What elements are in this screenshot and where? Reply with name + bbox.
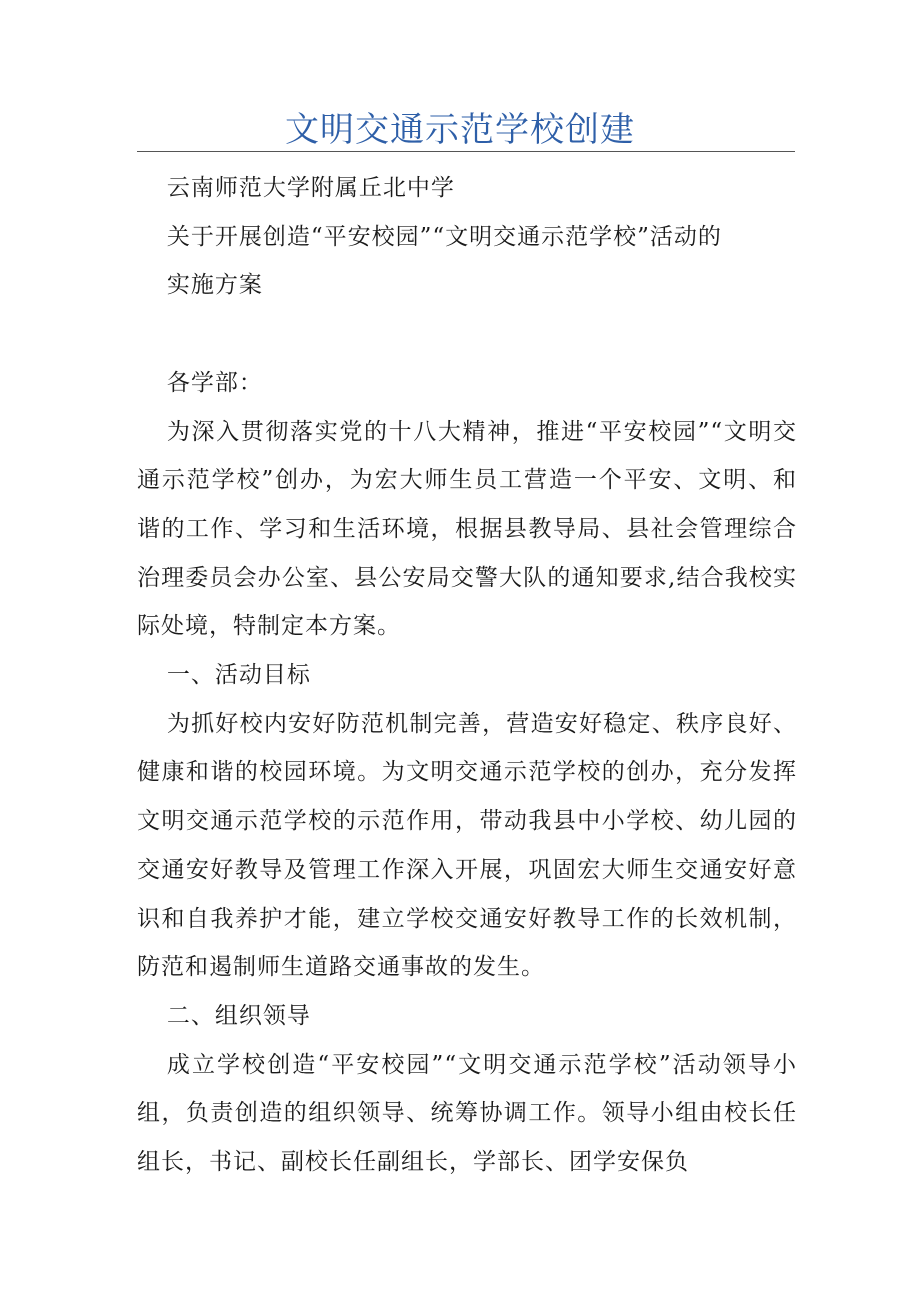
paragraph-intro: 为深入贯彻落实党的十八大精神，推进“平安校园”“文明交通示范学校”创办，为宏大师生员工营造一个平安、文明、和谐的工作、学习和生活环境，根据县教导局、县社会管理综合治理委员会办公室、县公安局交警大队的通知要求,结合我校实际处境，特制定本方案。 bbox=[137, 418, 797, 640]
section-heading-goals: 一、活动目标 bbox=[166, 662, 311, 689]
school-name: 云南师范大学附属丘北中学 bbox=[166, 175, 455, 201]
salutation: 各学部： bbox=[166, 369, 263, 396]
section-heading-organization: 二、组织领导 bbox=[166, 1002, 311, 1029]
subject-line-2: 实施方案 bbox=[166, 272, 263, 299]
paragraph-organization: 成立学校创造“平安校园”“文明交通示范学校”活动领导小组，负责创造的组织领导、统筹协调工作。领导小组由校长任组长，书记、副校长任副组长，学部长、团学安保负 bbox=[137, 1051, 797, 1176]
blank-line bbox=[137, 310, 797, 359]
document-body bbox=[137, 164, 797, 1187]
title-divider bbox=[137, 151, 795, 152]
document-title: 文明交通示范学校创建 bbox=[285, 110, 635, 150]
subject-line-1: 关于开展创造“平安校园”“文明交通示范学校”活动的 bbox=[166, 223, 722, 250]
paragraph-goals: 为抓好校内安好防范机制完善，营造安好稳定、秩序良好、健康和谐的校园环境。为文明交通示范学校的创办，充分发挥文明交通示范学校的示范作用，带动我县中小学校、幼儿园的交通安好教导及管理工作深入开展，巩固宏大师生交通安好意识和自我养护才能，建立学校交通安好教导工作的长效机制，防范和遏制师生道路交通事故的发生。 bbox=[137, 710, 797, 981]
